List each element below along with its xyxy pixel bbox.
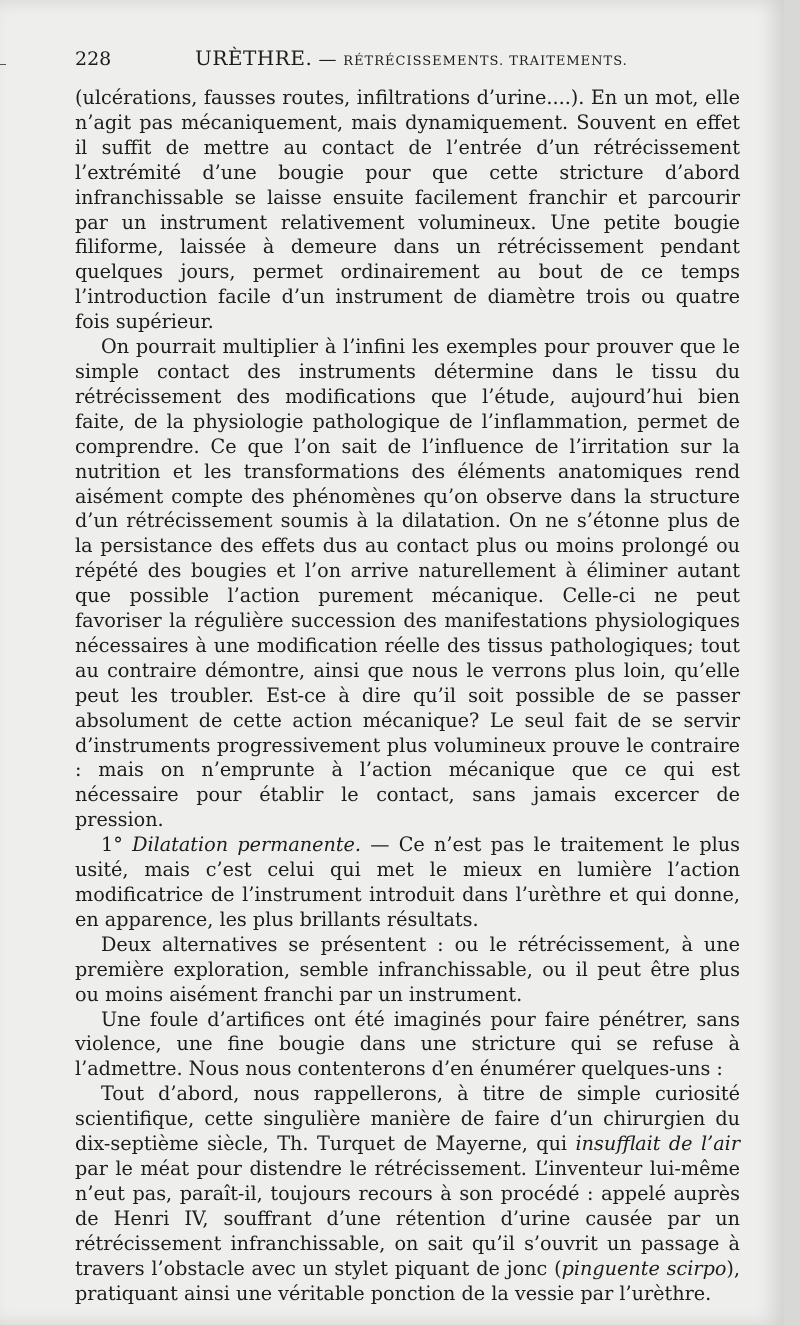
paragraph: Deux alternatives se présentent : ou le rétrécissement, à une première exploration, semble infranchissable, ou il peut être plus ou moins aisément franchi par un instrument. [75,932,740,1006]
paragraph-text: ), pratiquant ainsi une véritable ponction de la vessie par l’urèthre. [75,1256,740,1305]
paragraph-continuation: (ulcérations, fausses routes, infiltrations d’urine....). En un mot, elle n’agit pas mécaniquement, mais dynamiquement. Souvent en effet il suffit de mettre au contact de l’entrée d’un rétrécissement l’extrémité d’une bougie pour que cette stricture d’abord infranchissable se laisse ensuite facilement franchir et parcourir par un instrument relativement volumineux. Une petite bougie filiforme, laissée à demeure dans un rétrécissement pendant quelques jours, permet ordinairement au bout de ce temps l’introduction facile d’un instrument de diamètre trois ou quatre fois supérieur. [75,86,740,334]
paragraph-text: par le méat pour distendre le rétrécissement. L’inventeur lui-même n’eut pas, paraît-il, toujours recours à son procédé : appelé auprès de Henri IV, souffrant d’une rétention d’urine causée par un rétrécissement infranchissable, on sait qu’il s’ouvrit un passage à travers l’obstacle avec un stylet piquant de jonc ( [75,1156,740,1280]
page-number: 228 [75,48,112,70]
running-title-main: URÈTHRE. [195,46,313,70]
italic-latin-phrase: pinguente scirpo [561,1256,727,1280]
paragraph-section-1 [75,833,740,933]
paragraph: On pourrait multiplier à l’infini les exemples pour prouver que le simple contact des instruments détermine dans le tissu du rétrécissement des modifications que l’étude, aujourd’hui bien faite, de la physiologie pathologique de l’inflammation, permet de comprendre. Ce que l’on sait de l’influence de l’irritation sur la nutrition et les transformations des éléments anatomiques rend aisément compte des phénomènes qu’on observe dans la structure d’un rétrécissement soumis à la dilatation. On ne s’étonne plus de la persistance des effets dus au contact plus ou moins prolongé ou répété des bougies et l’on arrive naturellement à éliminer autant que possible l’action purement mécanique. Celle-ci ne peut favoriser la régulière succession des manifestations physiologiques nécessaires à une modification réelle des tissus pathologiques; tout au contraire démontre, ainsi que nous le verrons plus loin, qu’elle peut les troubler. Est-ce à dire qu’il soit possible de se passer absolument de cette action mécanique? Le seul fait de se servir d’instruments progressivement plus volumineux prouve le contraire : mais on n’emprunte à l’action mécanique que ce qui est nécessaire pour établir le contact, sans jamais excercer de pression. [75,335,740,832]
section-heading: Dilatation permanente. [132,833,362,857]
section-text: — Ce n’est pas le traitement le plus usité, mais c’est celui qui met le mieux en lumière l’action modificatrice de l’instrument introduit dans l’urèthre et qui donne, en apparence, les plus brillants résultats. [75,833,740,931]
paragraph-mayerne [75,1082,740,1306]
paragraph: Une foule d’artifices ont été imaginés pour faire pénétrer, sans violence, une fine bougie dans une stricture qui se refuse à l’admettre. Nous nous contenterons d’en énumérer quelques-uns : [75,1007,740,1081]
running-title-dash: — [318,49,338,70]
running-title-sub: RÉTRÉCISSEMENTS. TRAITEMENTS. [343,54,628,69]
paragraph-text: Tout d’abord, nous rappellerons, à titre de simple curiosité scientifique, cette singulière manière de faire d’un chirurgien du dix-septième siècle, Th. Turquet de Mayerne, qui [75,1082,740,1156]
running-header [75,46,742,76]
section-number: 1° [101,833,133,857]
page-edge-mark [0,64,6,65]
running-title [195,46,628,70]
body-text [75,86,740,1306]
italic-phrase: insufflait de l’air [575,1132,740,1156]
